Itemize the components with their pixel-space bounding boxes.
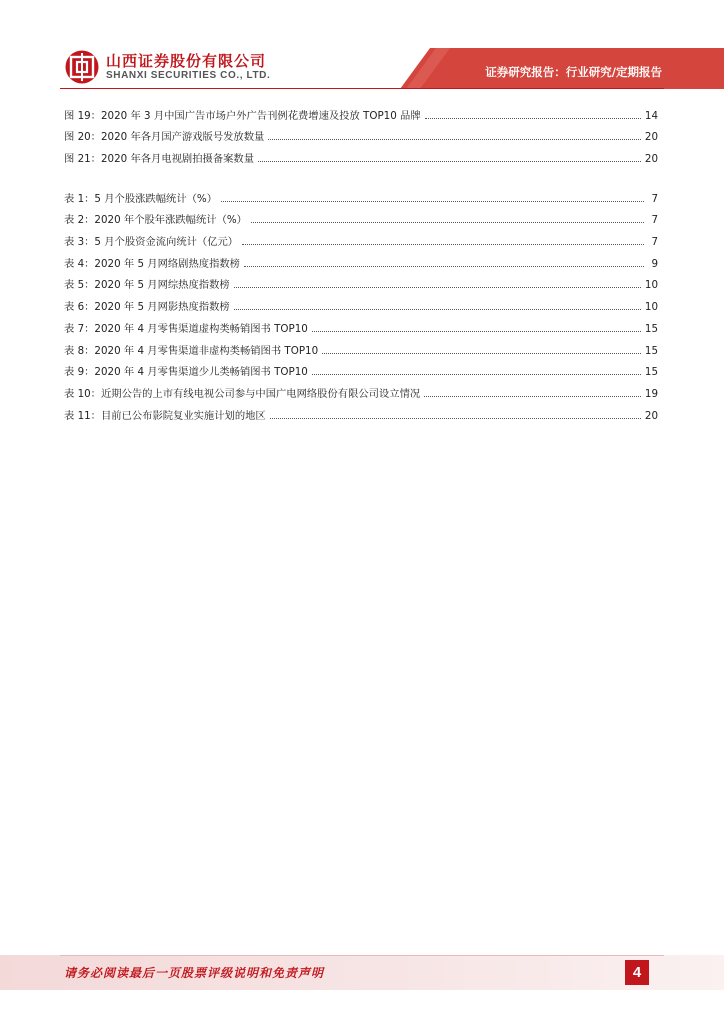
toc-entry-label: 表 1：5 月个股涨跌幅统计（%）	[64, 192, 217, 205]
toc-entry-table-11[interactable]	[64, 401, 658, 423]
toc-entry-label: 表 7：2020 年 4 月零售渠道虚构类畅销图书 TOP10	[64, 322, 308, 335]
toc-entry-page: 10	[644, 301, 658, 314]
toc-entry-label: 表 10：近期公告的上市有线电视公司参与中国广电网络股份有限公司设立情况	[64, 387, 421, 400]
toc-leader-dots	[312, 331, 641, 332]
toc-entry-page: 9	[651, 257, 658, 270]
company-logo-icon	[64, 49, 100, 85]
toc-entry-figure-19[interactable]	[64, 101, 658, 123]
toc-leader-dots	[425, 118, 641, 119]
toc-leader-dots	[258, 161, 641, 162]
table-list	[64, 184, 658, 423]
toc-leader-dots	[322, 353, 641, 354]
toc-entry-page: 15	[644, 322, 658, 335]
report-type-label: 证券研究报告：行业研究/定期报告	[485, 65, 662, 79]
toc-leader-dots	[221, 201, 644, 202]
toc-entry-page: 15	[644, 366, 658, 379]
toc-leader-dots	[242, 244, 644, 245]
toc-entry-label: 表 4：2020 年 5 月网络剧热度指数榜	[64, 257, 240, 270]
toc-leader-dots	[234, 309, 641, 310]
toc-entry-page: 20	[644, 409, 658, 422]
toc-leader-dots	[234, 287, 641, 288]
toc-entry-label: 表 9：2020 年 4 月零售渠道少儿类畅销图书 TOP10	[64, 366, 308, 379]
toc-entry-page: 7	[651, 236, 658, 249]
toc-entry-table-1[interactable]	[64, 184, 658, 206]
toc-entry-label: 表 11：目前已公布影院复业实施计划的地区	[64, 409, 266, 422]
toc-entry-page: 20	[644, 131, 658, 144]
toc-entry-page: 14	[644, 109, 658, 122]
toc-entry-table-7[interactable]	[64, 314, 658, 336]
toc-leader-dots	[424, 396, 641, 397]
toc-entry-label: 表 5：2020 年 5 月网综热度指数榜	[64, 279, 230, 292]
toc-entry-label: 表 6：2020 年 5 月网影热度指数榜	[64, 301, 230, 314]
disclaimer-notice: 请务必阅读最后一页股票评级说明和免责声明	[64, 966, 325, 980]
company-name-cn: 山西证券股份有限公司	[106, 52, 267, 70]
toc-entry-page: 7	[651, 192, 658, 205]
toc-entry-page: 7	[651, 214, 658, 227]
toc-entry-label: 表 2：2020 年个股年涨跌幅统计（%）	[64, 214, 247, 227]
toc-entry-page: 20	[644, 153, 658, 166]
toc-entry-label: 图 20：2020 年各月国产游戏版号发放数量	[64, 131, 265, 144]
page-number-badge: 4	[625, 960, 649, 985]
toc-entry-figure-21[interactable]	[64, 144, 658, 166]
page-header	[0, 0, 724, 96]
toc-entry-label: 表 3：5 月个股资金流向统计（亿元）	[64, 236, 239, 249]
page-footer	[0, 955, 724, 1024]
toc-entry-label: 图 19：2020 年 3 月中国广告市场户外广告刊例花费增速及投放 TOP10 品牌	[64, 109, 421, 122]
toc-leader-dots	[251, 222, 644, 223]
toc-entry-table-3[interactable]	[64, 227, 658, 249]
toc-leader-dots	[268, 139, 641, 140]
toc-entry-table-8[interactable]	[64, 336, 658, 358]
toc-leader-dots	[312, 374, 641, 375]
toc-entry-figure-20[interactable]	[64, 123, 658, 145]
header-divider	[60, 88, 664, 89]
toc-entry-label: 表 8：2020 年 4 月零售渠道非虚构类畅销图书 TOP10	[64, 344, 319, 357]
toc-entry-table-6[interactable]	[64, 292, 658, 314]
toc-entry-table-2[interactable]	[64, 206, 658, 228]
toc-leader-dots	[244, 266, 644, 267]
toc-entry-table-10[interactable]	[64, 379, 658, 401]
company-name-en: SHANXI SECURITIES CO., LTD.	[106, 70, 271, 81]
toc-entry-label: 图 21：2020 年各月电视剧拍摄备案数量	[64, 153, 255, 166]
toc-entry-table-4[interactable]	[64, 249, 658, 271]
toc-entry-page: 15	[644, 344, 658, 357]
figure-list	[64, 101, 658, 166]
toc-entry-table-9[interactable]	[64, 358, 658, 380]
toc-entry-page: 10	[644, 279, 658, 292]
toc-entry-table-5[interactable]	[64, 271, 658, 293]
footer-divider	[60, 955, 664, 956]
toc-leader-dots	[270, 418, 641, 419]
toc-entry-page: 19	[644, 387, 658, 400]
